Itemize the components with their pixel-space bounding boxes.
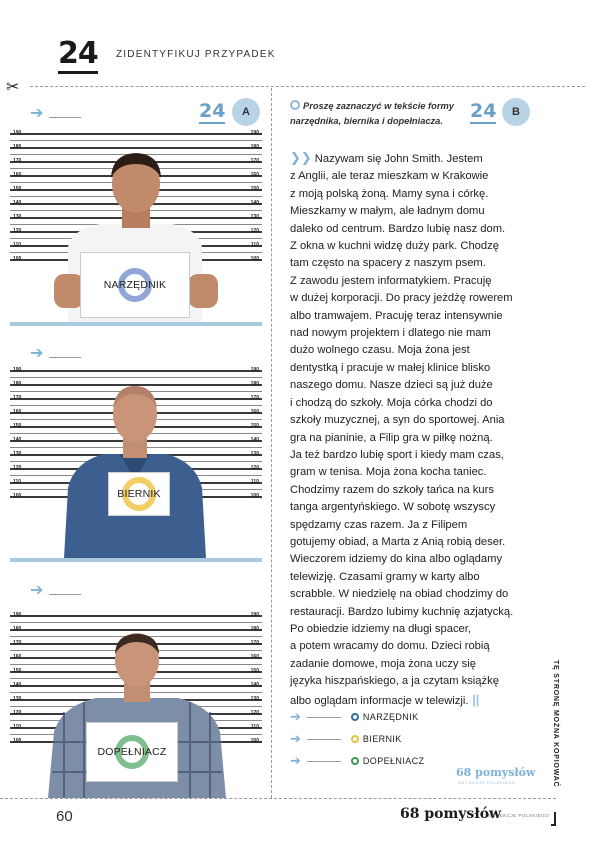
scale-label: 100 xyxy=(250,738,259,744)
dot-icon xyxy=(351,713,359,721)
story-line: szkoły muzycznej, a syn do sportowej. Ania xyxy=(290,414,505,427)
scale-label: 150 xyxy=(13,186,22,192)
scale-label: 160 xyxy=(13,409,22,415)
scale-label: 100 xyxy=(13,256,22,262)
story-line: z moją polską żoną. Mamy syna i córkę. xyxy=(290,187,489,200)
answer-blank[interactable] xyxy=(307,761,341,762)
divider-band xyxy=(10,558,262,562)
scale-label: 130 xyxy=(13,214,22,220)
sign-label: DOPEŁNIACZ xyxy=(97,746,167,758)
story-line: restauracji. Bardzo lubimy kuchnię azjatycką. xyxy=(290,605,514,618)
card-a-badge: A xyxy=(232,98,260,126)
story-line: dużo wolnego czasu. Moja żona jest xyxy=(290,344,470,357)
scale-label: 180 xyxy=(250,626,259,632)
card-logo: 68 pomysłów xyxy=(456,766,536,779)
scale-line xyxy=(10,626,262,632)
scale-line xyxy=(10,612,262,618)
scale-label: 100 xyxy=(250,256,259,262)
legend-label: BIERNIK xyxy=(362,734,402,744)
scale-label: 180 xyxy=(13,381,22,387)
scale-label: 190 xyxy=(13,367,22,373)
story-line: języka hiszpańskiego, a ja czytam książkę xyxy=(290,675,499,688)
story-line: scrabble. W niedzielę na obiad chodzimy do xyxy=(290,588,509,601)
sign-label: BIERNIK xyxy=(117,488,161,500)
instruction: Proszę zaznaczyć w tekście formy narzędnika, biernika i dopełniacza. xyxy=(290,101,454,126)
card-a-number: 24 xyxy=(199,100,226,122)
scale-label: 190 xyxy=(13,612,22,618)
arrow-right-icon: ➔ xyxy=(290,709,301,725)
scale-label: 160 xyxy=(250,409,259,415)
answer-blank[interactable] xyxy=(49,117,81,118)
legend-label: NARZĘDNIK xyxy=(362,712,419,722)
name-sign-2 xyxy=(108,472,170,516)
scale-label: 170 xyxy=(250,158,259,164)
scale-label: 140 xyxy=(13,437,22,443)
scale-label: 130 xyxy=(13,451,22,457)
scale-label: 160 xyxy=(250,172,259,178)
story-line: z Anglii, ale teraz mieszkam w Krakowie xyxy=(290,170,489,183)
scale-label: 120 xyxy=(250,710,259,716)
divider-band xyxy=(10,322,262,326)
card-logo-subtitle: NA LEKCJE POLSKIEGO xyxy=(458,780,516,785)
scale-label: 170 xyxy=(13,640,22,646)
scale-label: 160 xyxy=(250,654,259,660)
scale-line xyxy=(10,367,262,373)
arrow-right-icon: ➔ xyxy=(30,343,44,362)
scale-label: 190 xyxy=(250,130,259,136)
answer-blank[interactable] xyxy=(307,717,341,718)
scale-label: 110 xyxy=(13,242,22,248)
story-line: a potem wracamy do domu. Dzieci robią xyxy=(290,640,490,653)
scale-label: 180 xyxy=(250,381,259,387)
answer-slot-1 xyxy=(30,103,81,122)
exercise-title: ZIDENTYFIKUJ PRZYPADEK xyxy=(116,49,276,60)
story-line: i chodzą do szkoły. Moja córka chodzi do xyxy=(290,396,493,409)
page-number: 60 xyxy=(56,808,73,825)
scale-label: 150 xyxy=(13,668,22,674)
answer-slot-3 xyxy=(30,580,81,599)
scale-label: 120 xyxy=(13,228,22,234)
scale-line xyxy=(10,130,262,136)
scale-label: 160 xyxy=(13,172,22,178)
story-line: albo oglądam informacje w telewizji. || xyxy=(290,691,480,707)
scale-label: 110 xyxy=(250,724,259,730)
scale-label: 160 xyxy=(13,654,22,660)
scale-label: 180 xyxy=(250,144,259,150)
story-line: tanga argentyńskiego. W sobotę wszyscy xyxy=(290,501,496,514)
scale-label: 150 xyxy=(13,423,22,429)
story-line: zadanie domowe, moja żona uczy się xyxy=(290,657,476,670)
arrow-right-icon: ➔ xyxy=(30,580,44,599)
scale-label: 120 xyxy=(250,228,259,234)
legend-label: DOPEŁNIACZ xyxy=(362,756,425,766)
name-sign-3 xyxy=(86,722,178,782)
scale-label: 120 xyxy=(13,465,22,471)
scale-label: 190 xyxy=(250,367,259,373)
scale-label: 110 xyxy=(250,242,259,248)
copy-permission-note: TĘ STRONĘ MOŻNA KOPIOWAĆ xyxy=(552,660,559,788)
story-line: Wieczorem idziemy do kina albo oglądamy xyxy=(290,553,503,566)
cut-line-vertical xyxy=(271,88,272,798)
scale-label: 180 xyxy=(13,144,22,150)
card-b-badge: B xyxy=(502,98,530,126)
scale-label: 130 xyxy=(13,696,22,702)
legend-narzednik xyxy=(290,710,419,724)
story-line: Z okna w kuchni widzę duży park. Chodzę xyxy=(290,240,499,253)
answer-blank[interactable] xyxy=(49,594,81,595)
scale-label: 140 xyxy=(250,682,259,688)
legend-biernik xyxy=(290,732,402,746)
scale-line-minor xyxy=(10,377,262,378)
story-line: Z zawodu jestem informatykiem. Pracuję xyxy=(290,274,492,287)
scale-label: 130 xyxy=(250,451,259,457)
story-line: telewizję. Czasami gramy w karty albo xyxy=(290,570,480,583)
story-line: gra na pianinie, a Filip gra w piłkę nożną. xyxy=(290,431,493,444)
scissors-icon: ✂ xyxy=(6,77,20,96)
scale-label: 110 xyxy=(13,479,22,485)
double-chevron-icon: ❯❯ xyxy=(290,151,312,166)
corner-mark xyxy=(551,812,556,826)
scale-label: 140 xyxy=(13,200,22,206)
scale-label: 120 xyxy=(13,710,22,716)
story-line: naszego domu. Nasze dzieci są już duże xyxy=(290,379,493,392)
story-line: Po obiedzie idziemy na długi spacer, xyxy=(290,622,471,635)
arrow-right-icon: ➔ xyxy=(290,753,301,769)
scale-label: 150 xyxy=(250,423,259,429)
scale-label: 110 xyxy=(250,479,259,485)
sign-label: NARZĘDNIK xyxy=(103,279,167,291)
scale-label: 100 xyxy=(13,493,22,499)
story-line: nad nowym projektem i dlatego nie mam xyxy=(290,327,491,340)
legend-dopelniacz xyxy=(290,754,424,768)
story-line: tam często na spacery z naszym psem. xyxy=(290,257,486,270)
scale-label: 170 xyxy=(250,395,259,401)
footer-logo-subtitle: NA LEKCJE POLSKIEGO xyxy=(488,813,550,818)
answer-slot-2 xyxy=(30,343,81,362)
scale-label: 140 xyxy=(250,200,259,206)
suspect-photo-2 xyxy=(60,382,210,558)
scale-label: 130 xyxy=(250,696,259,702)
scale-label: 130 xyxy=(250,214,259,220)
story-line: Chodzimy razem do szkoły tańca na kurs xyxy=(290,483,494,496)
circle-bullet-icon xyxy=(290,100,300,110)
scale-label: 190 xyxy=(13,130,22,136)
story-line: w dużej korporacji. Do pracy jeżdżę rowerem xyxy=(290,292,513,305)
name-sign-1 xyxy=(80,252,190,318)
scale-label: 190 xyxy=(250,612,259,618)
story-line: ❯❯ Nazywam się John Smith. Jestem xyxy=(290,151,483,166)
scale-label: 150 xyxy=(250,186,259,192)
footer-logo: 68 pomysłów xyxy=(400,806,502,822)
scale-label: 150 xyxy=(250,668,259,674)
arrow-right-icon: ➔ xyxy=(290,731,301,747)
story-line: daleko od centrum. Bardzo lubię nasz dom. xyxy=(290,222,506,235)
scale-label: 110 xyxy=(13,724,22,730)
card-b-number: 24 xyxy=(470,100,497,122)
scale-label: 180 xyxy=(13,626,22,632)
story-line: dentystką i pracuje w małej klinice blisko xyxy=(290,361,491,374)
story-line: gram w tenisa. Moja żona kocha taniec. xyxy=(290,466,487,479)
story-line: spędzamy czas razem. Ja z Filipem xyxy=(290,518,468,531)
scale-label: 170 xyxy=(13,395,22,401)
cut-line-top xyxy=(30,86,585,87)
scale-line-minor xyxy=(10,140,262,141)
cut-line-bottom xyxy=(0,798,556,799)
end-bars-icon: || xyxy=(468,691,480,707)
answer-blank[interactable] xyxy=(49,357,81,358)
scale-label: 140 xyxy=(250,437,259,443)
exercise-number: 24 xyxy=(58,36,98,71)
scale-label: 100 xyxy=(250,493,259,499)
dot-icon xyxy=(351,735,359,743)
story-line: Mieszkamy w małym, ale ładnym domu xyxy=(290,205,485,218)
story-line: gotujemy obiad, a Marta z Anią robią deser. xyxy=(290,535,506,548)
story-line: albo tramwajem. Pracuję teraz intensywnie xyxy=(290,309,503,322)
scale-line-minor xyxy=(10,622,262,623)
scale-label: 170 xyxy=(250,640,259,646)
story-line: Ja też bardzo lubię sport i kiedy mam czas, xyxy=(290,448,504,461)
scale-label: 100 xyxy=(13,738,22,744)
scale-label: 170 xyxy=(13,158,22,164)
story-text xyxy=(290,150,528,710)
scale-label: 140 xyxy=(13,682,22,688)
dot-icon xyxy=(351,757,359,765)
scale-label: 120 xyxy=(250,465,259,471)
answer-blank[interactable] xyxy=(307,739,341,740)
arrow-right-icon: ➔ xyxy=(30,103,44,122)
